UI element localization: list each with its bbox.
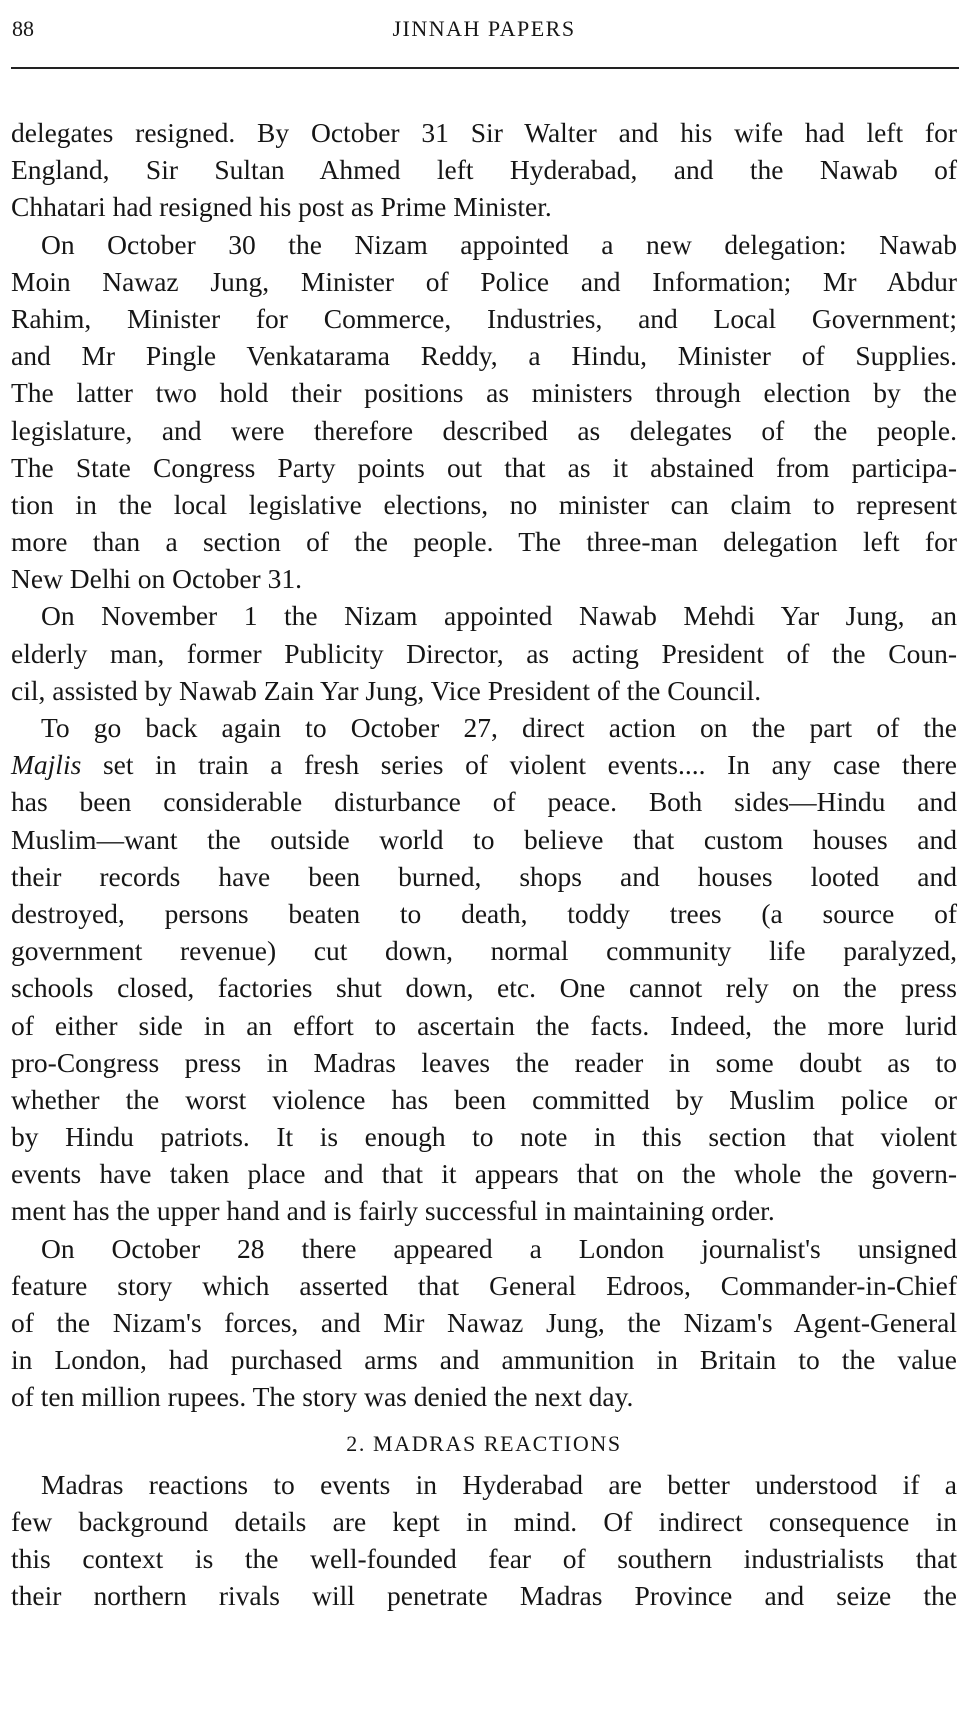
text-line: of ten million rupees. The story was denied the next day. [11, 1381, 634, 1413]
text-line: tion in the local legislative elections, no minister can claim to represent [11, 488, 957, 520]
line-rest: set in train a fresh series of violent events.... In any case there [81, 749, 957, 781]
text-line: in London, had purchased arms and ammunition in Britain to the value [11, 1344, 957, 1376]
text-line: of either side in an effort to ascertain the facts. Indeed, the more lurid [11, 1009, 957, 1041]
text-line: Madras reactions to events in Hyderabad are better understood if a [41, 1468, 957, 1500]
text-line: Moin Nawaz Jung, Minister of Police and Information; Mr Abdur [11, 265, 957, 297]
text-line: legislature, and were therefore described as delegates of the people. [11, 414, 957, 446]
text-line: England, Sir Sultan Ahmed left Hyderabad, and the Nawab of [11, 154, 957, 186]
text-line: Muslim—want the outside world to believe that custom houses and [11, 823, 957, 855]
text-line: few background details are kept in mind. Of indirect consequence in [11, 1505, 957, 1537]
text-line: this context is the well-founded fear of southern industrialists that [11, 1542, 957, 1574]
text-line: New Delhi on October 31. [11, 563, 302, 595]
text-line: schools closed, factories shut down, etc. One cannot rely on the press [11, 972, 957, 1004]
text-line: On October 28 there appeared a London journalist's unsigned [41, 1232, 957, 1264]
body-text [11, 114, 957, 1614]
header-rule [11, 67, 959, 69]
text-line: more than a section of the people. The three-man delegation left for [11, 526, 957, 558]
text-line: whether the worst violence has been committed by Muslim police or [11, 1083, 957, 1115]
text-line: Chhatari had resigned his post as Prime Minister. [11, 191, 552, 223]
text-line: delegates resigned. By October 31 Sir Walter and his wife had left for [11, 117, 957, 148]
text-line: has been considerable disturbance of peace. Both sides—Hindu and [11, 786, 957, 818]
text-line: cil, assisted by Nawab Zain Yar Jung, Vice President of the Council. [11, 674, 762, 706]
running-title: JINNAH PAPERS [392, 16, 576, 41]
text-line: The latter two hold their positions as ministers through election by the [11, 377, 957, 409]
text-line: Rahim, Minister for Commerce, Industries, and Local Government; [11, 302, 957, 334]
text-line: pro-Congress press in Madras leaves the reader in some doubt as to [11, 1046, 957, 1078]
text-line: On November 1 the Nizam appointed Nawab Mehdi Yar Jung, an [41, 600, 957, 632]
section-heading: 2. MADRAS REACTIONS [346, 1430, 622, 1456]
text-line: government revenue) cut down, normal community life paralyzed, [11, 935, 957, 967]
text-line: destroyed, persons beaten to death, toddy trees (a source of [11, 897, 957, 929]
text-line: The State Congress Party points out that as it abstained from participa- [11, 451, 957, 483]
text-line: and Mr Pingle Venkatarama Reddy, a Hindu, Minister of Supplies. [11, 340, 957, 372]
text-line: ment has the upper hand and is fairly successful in maintaining order. [11, 1195, 775, 1227]
page-number: 88 [12, 16, 34, 41]
text-line: events have taken place and that it appears that on the whole the govern- [11, 1158, 957, 1190]
text-line [11, 746, 957, 783]
italic-term: Majlis [11, 749, 82, 781]
text-line: To go back again to October 27, direct action on the part of the [41, 712, 957, 743]
text-line: of the Nizam's forces, and Mir Nawaz Jung, the Nizam's Agent-General [11, 1307, 957, 1338]
text-line: elderly man, former Publicity Director, as acting President of the Coun- [11, 637, 957, 669]
text-line: by Hindu patriots. It is enough to note in this section that violent [11, 1121, 957, 1153]
text-line: feature story which asserted that General Edroos, Commander-in-Chief [11, 1269, 957, 1301]
text-line: On October 30 the Nizam appointed a new delegation: Nawab [41, 228, 957, 260]
text-line: their records have been burned, shops and houses looted and [11, 860, 957, 892]
text-line: their northern rivals will penetrate Madras Province and seize the [11, 1580, 957, 1612]
